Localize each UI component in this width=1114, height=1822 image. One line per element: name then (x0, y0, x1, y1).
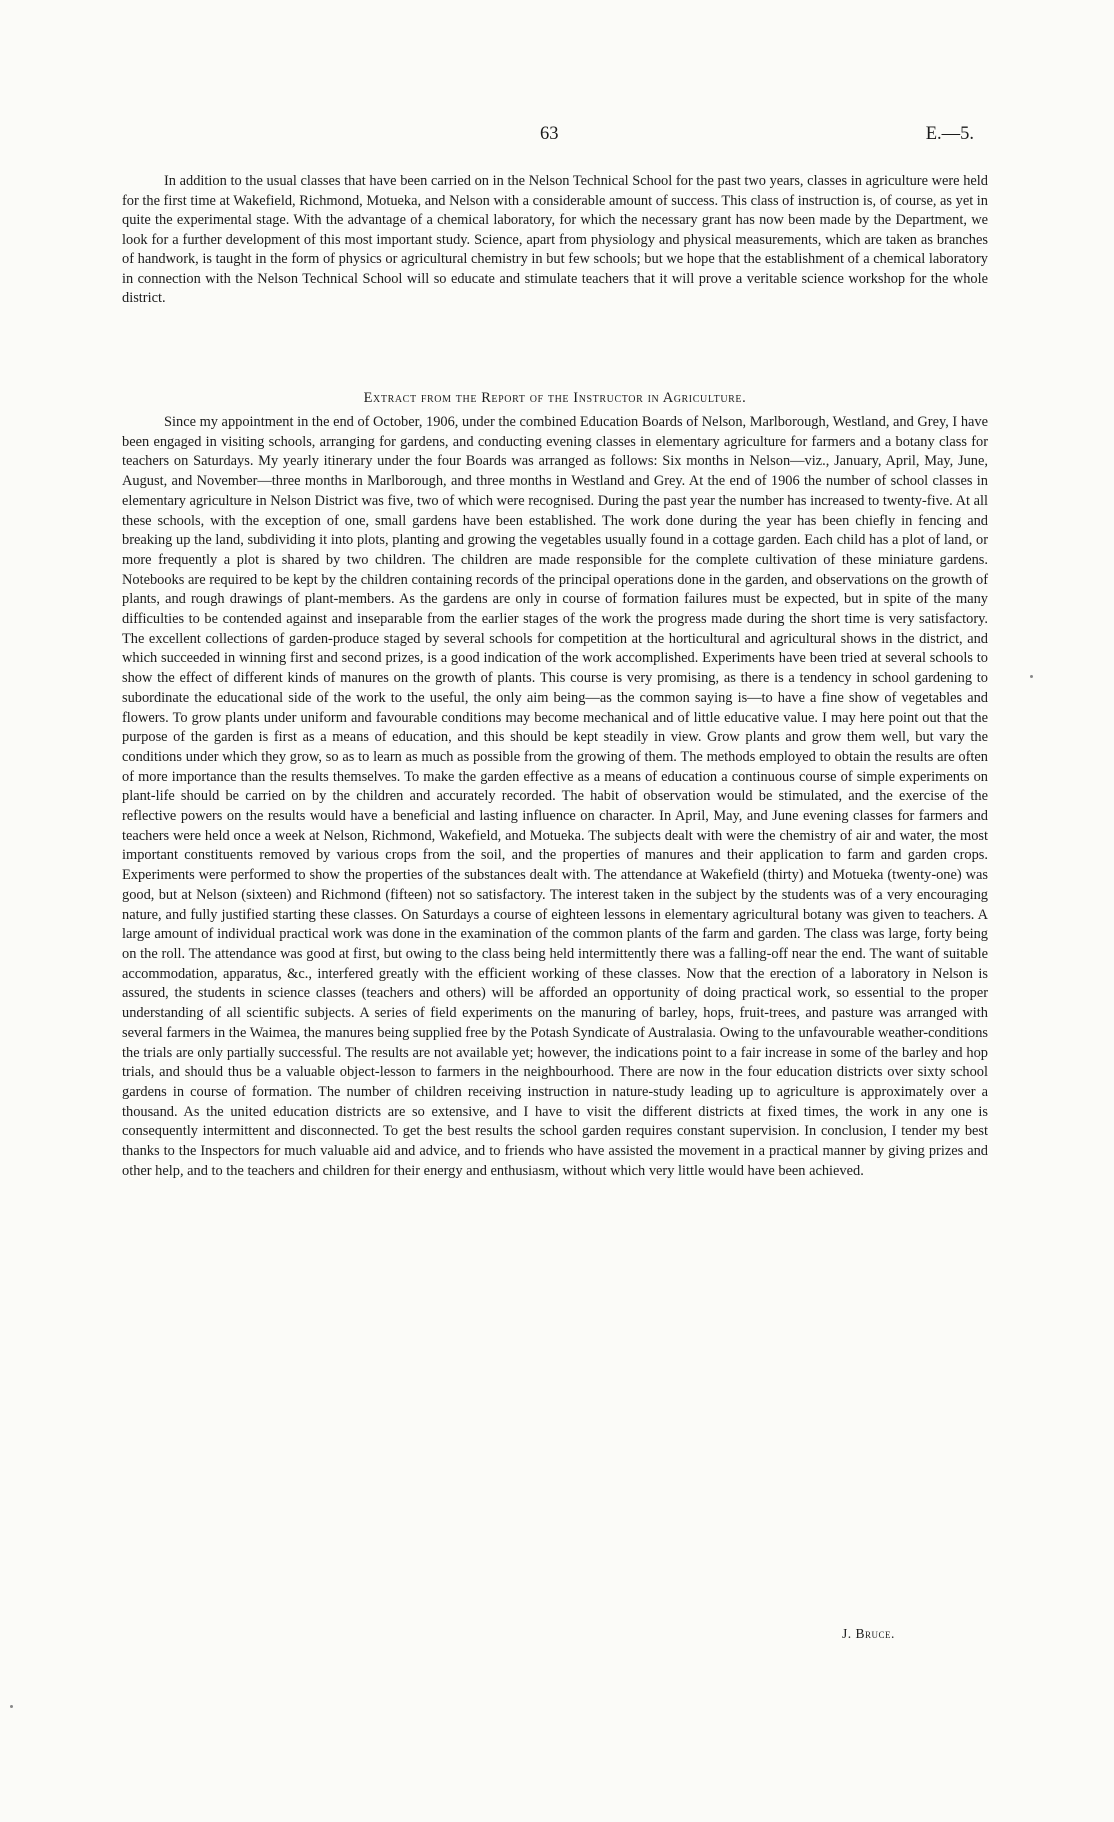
signature: J. Bruce. (842, 1626, 895, 1641)
section-heading: Extract from the Report of the Instructor in Agriculture. (363, 390, 747, 406)
intro-paragraph: In addition to the usual classes that have been carried on in the Nelson Technical School for the past two years, classes in agriculture were held for the first time at Wakefield, Richmond, Motueka, and Nelson with a considerable amount of success. This class of instruction is, of course, as yet in quite the experimental stage. With the advantage of a chemical laboratory, for which the necessary grant has now been made by the Department, we look for a further development of this most important study. Science, apart from physiology and physical measurements, which are taken as branches of handwork, is taught in the form of physics or agricultural chemistry in but few schools; but we hope that the establishment of a chemical laboratory in connection with the Nelson Technical School will so educate and stimulate teachers that it will prove a veritable science workshop for the whole district. (122, 173, 988, 306)
document-code: E.—5. (925, 124, 974, 144)
report-section (122, 413, 988, 1181)
report-paragraph: Since my appointment in the end of October, 1906, under the combined Education Boards of Nelson, Marlborough, Westland, and Grey, I have been engaged in visiting schools, arranging for gardens, and conducting evening classes in elementary agriculture for farmers and a botany class for teachers on Saturdays. My yearly itinerary under the four Boards was arranged as follows: Six months in Nelson—viz., January, April, May, June, August, and November—three months in Marlborough, and three months in Westland and Grey. At the end of 1906 the number of school classes in elementary agriculture in Nelson District was five, two of which were recognised. During the past year the number has increased to twenty-five. At all these schools, with the exception of one, small gardens have been established. The work done during the year has been chiefly in fencing and breaking up the land, subdividing it into plots, planting and growing the vegetables usually found in a cottage garden. Each child has a plot of land, or more frequently a plot is shared by two children. The children are made responsible for the complete cultivation of these miniature gardens. Notebooks are required to be kept by the children containing records of the principal operations done in the garden, and observations on the growth of plants, and rough drawings of plant-members. As the gardens are only in course of formation failures must be expected, but in spite of the many difficulties to be contended against and inseparable from the earlier stages of the work the progress made during the short time is very satisfactory. The excellent collections of garden-produce staged by several schools for competition at the horticultural and agricultural shows in the district, and which succeeded in winning first and second prizes, is a good indication of the work accomplished. Experiments have been tried at several schools to show the effect of different kinds of manures on the growth of plants. This course is very promising, as there is a tendency in school gardening to subordinate the educational side of the work to the useful, the only aim being—as the common saying is—to have a fine show of vegetables and flowers. To grow plants under uniform and favourable conditions may become mechanical and of little educative value. I may here point out that the purpose of the garden is first as a means of education, and this should be kept steadily in view. Grow plants and grow them well, but vary the conditions under which they grow, so as to learn as much as possible from the growing of them. The methods employed to obtain the results are often of more importance than the results themselves. To make the garden effective as a means of education a continuous course of simple experiments on plant-life should be carried on by the children and accurately recorded. The habit of observation would be stimulated, and the exercise of the reflective powers on the results would have a beneficial and lasting influence on character. In April, May, and June evening classes for farmers and teachers were held once a week at Nelson, Richmond, Wakefield, and Motueka. The subjects dealt with were the chemistry of air and water, the most important constituents removed by various crops from the soil, and the properties of manures and their application to farm and garden crops. Experiments were performed to show the properties of the substances dealt with. The attendance at Wakefield (thirty) and Motueka (twenty-one) was good, but at Nelson (sixteen) and Richmond (fifteen) not so satisfactory. The interest taken in the subject by the students was of a very encouraging nature, and fully justified starting these classes. On Saturdays a course of eighteen lessons in elementary agricultural botany was given to teachers. A large amount of individual practical work was done in the examination of the common plants of the farm and garden. The class was large, forty being on the roll. The attendance was good at first, but owing to the class being held intermittently there was a falling-off near the end. The want of suitable accommodation, apparatus, &c., interfered greatly with the efficient working of these classes. Now that the erection of a laboratory in Nelson is assured, the students in science classes (teachers and others) will be afforded an opportunity of doing practical work, so essential to the proper understanding of all scientific subjects. A series of field experiments on the manuring of barley, hops, fruit-trees, and pasture was arranged with several farmers in the Waimea, the manures being supplied free by the Potash Syndicate of Australasia. Owing to the unfavourable weather-conditions the trials are only partially successful. The results are not available yet; however, the indications point to a fair increase in some of the barley and hop trials, and should thus be a valuable object-lesson to farmers in the neighbourhood. There are now in the four education districts over sixty school gardens in course of formation. The number of children receiving instruction in nature-study leading up to agriculture is approximately over a thousand. As the united education districts are so extensive, and I have to visit the different districts at fixed times, the work in any one is consequently intermittent and disconnected. To get the best results the school garden requires constant supervision. In conclusion, I tender my best thanks to the Inspectors for much valuable aid and advice, and to friends who have assisted the movement in a practical manner by giving prizes and other help, and to the teachers and children for their energy and enthusiasm, without which very little would have been achieved. (122, 414, 988, 1179)
page-number: 63 (540, 124, 559, 144)
margin-speck (1030, 675, 1033, 678)
margin-speck (10, 1705, 13, 1708)
page-header (0, 124, 1114, 148)
intro-section (122, 172, 988, 309)
